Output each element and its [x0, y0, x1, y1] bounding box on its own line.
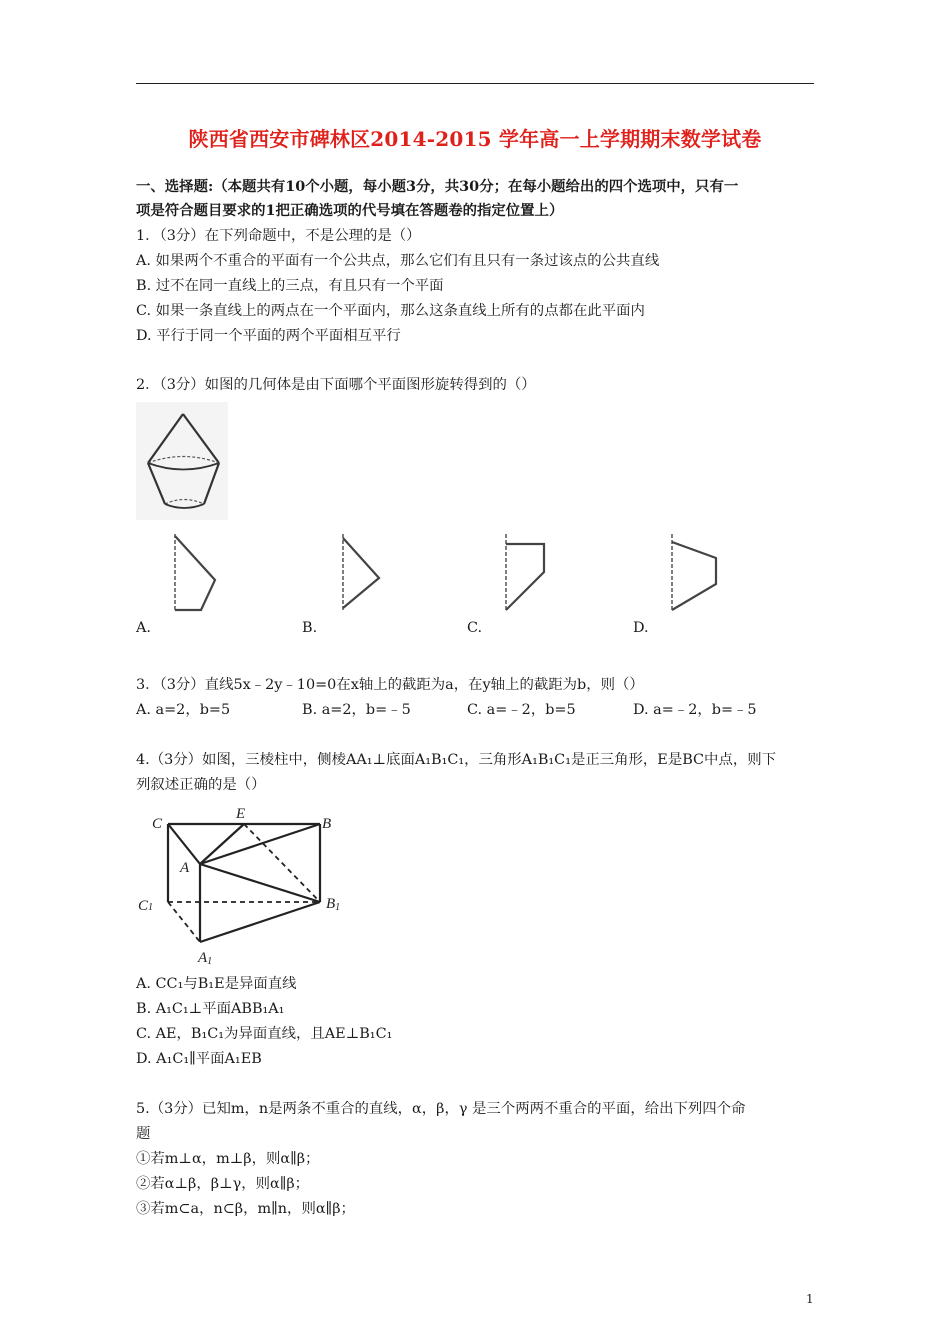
q5-stem-line-1: 5.（3分）已知m，n是两条不重合的直线，α，β，γ 是三个两两不重合的平面，给出下列四个命	[136, 1101, 746, 1117]
q3-stem: 3．（3分）直线5x﹣2y﹣10=0在x轴上的截距为a，在y轴上的截距为b，则（）	[136, 677, 644, 693]
q3-option-c: C. a=﹣2，b=5	[467, 702, 576, 718]
page-number: 1	[806, 1292, 814, 1306]
q1-option-a: A. 如果两个不重合的平面有一个公共点，那么它们有且只有一条过该点的公共直线	[136, 253, 660, 269]
q4-stem-line-2: 列叙述正确的是（）	[136, 777, 266, 793]
q2-choice-d-figure	[662, 528, 724, 616]
q5-prop-2: ②若α⊥β，β⊥γ，则α∥β；	[136, 1176, 310, 1192]
q2-stem: 2．（3分）如图的几何体是由下面哪个平面图形旋转得到的（）	[136, 377, 536, 393]
section-heading-line-2: 项是符合题目要求的1把正确选项的代号填在答题卷的指定位置上）	[136, 202, 564, 219]
section-heading-line-1: 一、选择题:（本题共有10个小题，每小题3分，共30分；在每小题给出的四个选项中，只有一	[136, 178, 739, 195]
q2-choice-c-figure	[496, 528, 554, 616]
q3-option-a: A. a=2，b=5	[136, 702, 231, 718]
q2-solid-figure	[136, 402, 228, 520]
q5-stem-line-2: 题	[136, 1126, 151, 1142]
label-b: B	[322, 816, 332, 832]
q4-option-d: D. A₁C₁∥平面A₁EB	[136, 1051, 262, 1067]
q5-prop-3: ③若m⊂a，n⊂β，m∥n，则α∥β；	[136, 1201, 355, 1217]
q3-option-d: D. a=﹣2，b=﹣5	[633, 702, 757, 718]
q4-option-a: A. CC₁与B₁E是异面直线	[136, 976, 297, 992]
page-title: 陕西省西安市碑林区2014-2015 学年高一上学期期末数学试卷	[188, 127, 762, 151]
q2-choice-c-label: C.	[467, 620, 483, 636]
q1-option-d: D. 平行于同一个平面的两个平面相互平行	[136, 328, 401, 344]
q2-choice-b-label: B.	[302, 620, 318, 636]
q1-stem: 1．（3分）在下列命题中，不是公理的是（）	[136, 228, 421, 244]
q1-option-c: C. 如果一条直线上的两点在一个平面内，那么这条直线上所有的点都在此平面内	[136, 303, 645, 319]
q1-option-b: B. 过不在同一直线上的三点，有且只有一个平面	[136, 278, 444, 294]
q2-choice-a-figure	[165, 528, 223, 616]
q2-choice-a-label: A.	[136, 620, 151, 636]
label-a: A	[180, 860, 190, 876]
label-c: C	[152, 816, 163, 832]
label-c1: C1	[138, 898, 154, 914]
q4-stem-line-1: 4.（3分）如图，三棱柱中，侧棱AA₁⊥底面A₁B₁C₁，三角形A₁B₁C₁是正三角形，E是BC中点，则下	[136, 752, 777, 768]
label-b1: B1	[326, 896, 341, 913]
q4-option-b: B. A₁C₁⊥平面ABB₁A₁	[136, 1001, 285, 1017]
q2-choice-b-figure	[333, 528, 391, 616]
q5-prop-1: ①若m⊥α，m⊥β，则α∥β；	[136, 1151, 320, 1167]
q4-prism-figure	[132, 802, 352, 967]
label-e: E	[236, 806, 246, 822]
q4-option-c: C. AE，B₁C₁为异面直线，且AE⊥B₁C₁	[136, 1026, 393, 1042]
q3-option-b: B. a=2，b=﹣5	[302, 702, 411, 718]
label-a1: A1	[198, 950, 213, 967]
header-rule	[136, 83, 814, 84]
q2-choice-d-label: D.	[633, 620, 649, 636]
